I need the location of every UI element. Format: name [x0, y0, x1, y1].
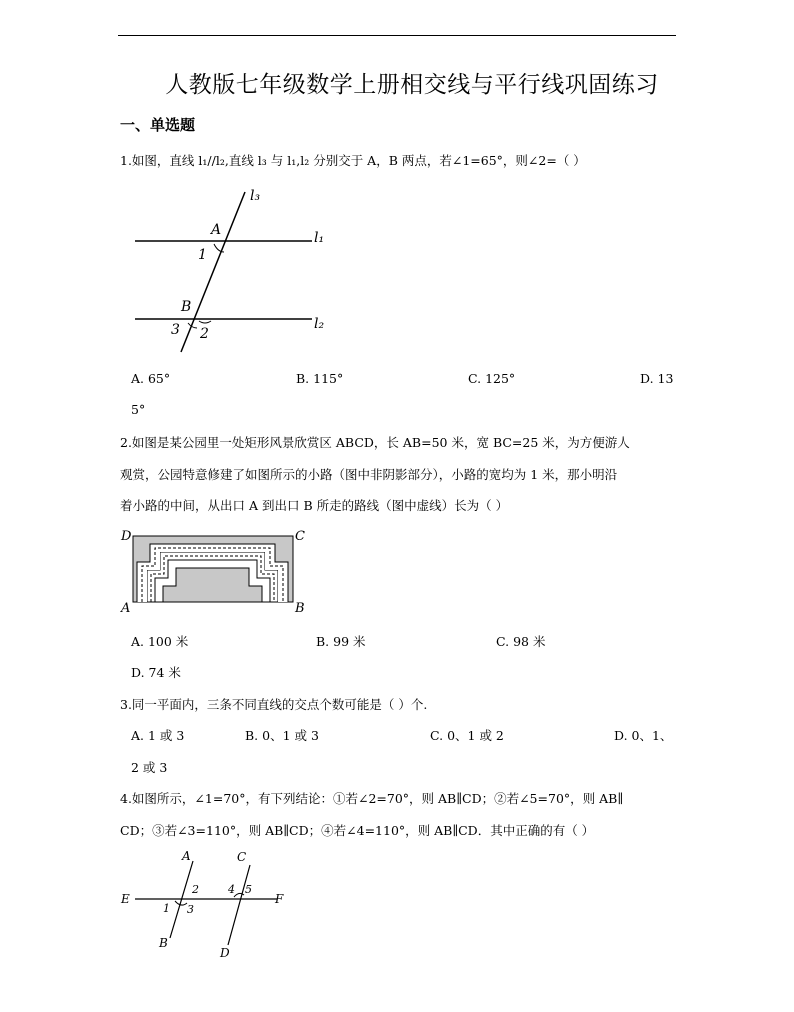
q4-label-3: 3	[187, 903, 194, 916]
q4-stem-line2: CD；③若∠3=110°，则 AB∥CD；④若∠4=110°，则 AB∥CD．其中正确的有（ ）	[120, 823, 595, 838]
q3-option-a[interactable]: A. 1 或 3	[131, 728, 185, 743]
q2-label-D: D	[121, 529, 132, 544]
q3-option-c[interactable]: C. 0、1 或 2	[430, 728, 504, 743]
q1-label-l2: l₂	[314, 316, 325, 332]
q2-figure	[115, 524, 315, 616]
q4-label-C: C	[237, 850, 247, 864]
q2-label-C: C	[295, 529, 305, 544]
q4-label-5: 5	[245, 883, 252, 896]
q2-inner-shaded	[163, 568, 262, 602]
header-rule	[118, 35, 676, 36]
q1-stem: 1.如图，直线 l₁//l₂,直线 l₃ 与 l₁,l₂ 分别交于 A，B 两点，若∠1=65°，则∠2=（ ）	[120, 153, 586, 168]
q4-label-F: F	[275, 892, 284, 906]
q2-option-a[interactable]: A. 100 米	[131, 634, 189, 649]
q2-stem-line2: 观赏，公园特意修建了如图所示的小路（图中非阴影部分），小路的宽均为 1 米，那小明沿	[120, 467, 618, 482]
q1-label-l3: l₃	[250, 188, 261, 204]
q1-label-A: A	[211, 222, 222, 238]
q2-stem-line3: 着小路的中间，从出口 A 到出口 B 所走的路线（图中虚线）长为（ ）	[120, 498, 509, 513]
q1-option-b[interactable]: B. 115°	[296, 371, 344, 386]
q4-label-1: 1	[163, 902, 170, 915]
q1-line-l3	[181, 192, 245, 352]
q1-option-c[interactable]: C. 125°	[468, 371, 516, 386]
q3-option-d-wrap: 2 或 3	[131, 760, 168, 775]
q2-label-A: A	[121, 601, 131, 616]
q4-stem-line1: 4.如图所示，∠1=70°，有下列结论：①若∠2=70°，则 AB∥CD；②若∠5=70°，则 AB∥	[120, 791, 624, 806]
q1-option-d-wrap: 5°	[131, 402, 146, 417]
q3-stem: 3.同一平面内，三条不同直线的交点个数可能是（ ）个.	[120, 697, 428, 712]
q4-label-D: D	[220, 946, 230, 960]
q1-label-3: 3	[171, 322, 180, 338]
q1-angle2-arc	[199, 321, 211, 323]
q4-label-2: 2	[192, 883, 199, 896]
q2-stem-line1: 2.如图是某公园里一处矩形风景欣赏区 ABCD，长 AB=50 米，宽 BC=25 米，为方便游人	[120, 435, 630, 450]
q1-option-d[interactable]: D. 13	[640, 371, 674, 386]
q1-figure	[125, 182, 345, 357]
q4-angle-arc-4	[234, 893, 244, 897]
q4-label-E: E	[121, 892, 130, 906]
page-title: 人教版七年级数学上册相交线与平行线巩固练习	[165, 72, 659, 98]
q2-option-d[interactable]: D. 74 米	[131, 665, 181, 680]
q2-label-B: B	[295, 601, 305, 616]
q3-option-b[interactable]: B. 0、1 或 3	[245, 728, 319, 743]
q4-label-A: A	[182, 849, 191, 863]
q2-option-c[interactable]: C. 98 米	[496, 634, 546, 649]
q4-line-CD	[228, 865, 250, 945]
q2-option-b[interactable]: B. 99 米	[316, 634, 366, 649]
q4-label-4: 4	[228, 883, 235, 896]
q1-label-B: B	[181, 299, 192, 315]
q4-label-B: B	[159, 936, 168, 950]
q1-label-1: 1	[198, 247, 207, 263]
q1-option-a[interactable]: A. 65°	[131, 371, 171, 386]
q3-option-d[interactable]: D. 0、1、	[614, 728, 673, 743]
q4-figure	[115, 845, 305, 965]
q1-label-l1: l₁	[314, 230, 325, 246]
section-heading: 一、单选题	[120, 116, 196, 134]
q1-label-2: 2	[200, 326, 209, 342]
